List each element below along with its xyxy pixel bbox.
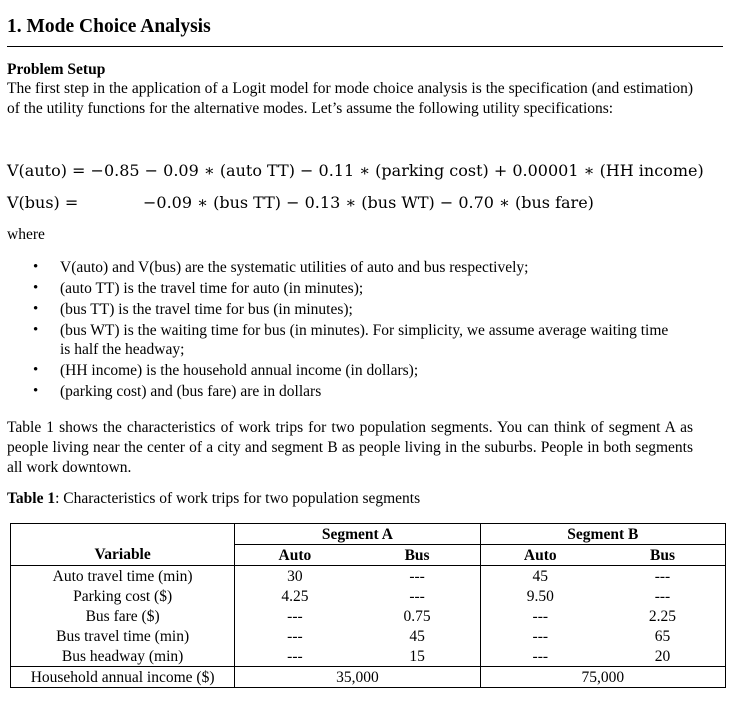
table-row — [11, 626, 726, 646]
cell-b-auto: --- — [532, 647, 549, 665]
variable-column-header: Variable — [11, 545, 235, 566]
table-row-income — [11, 667, 726, 688]
problem-setup-heading: Problem Setup — [7, 61, 106, 78]
row-label: Bus travel time (min) — [11, 626, 235, 646]
row-label: Parking cost ($) — [11, 586, 235, 606]
cell-a-bus: 15 — [355, 646, 481, 667]
cell-a-bus: 0.75 — [355, 606, 481, 626]
bullet-icon: • — [33, 383, 39, 399]
cell-a-auto: 30 — [235, 566, 355, 587]
row-label: Household annual income ($) — [11, 667, 235, 688]
segment-b-bus-header: Bus — [600, 545, 726, 566]
list-item — [7, 279, 677, 298]
cell-b-auto: 45 — [480, 566, 600, 587]
segment-b-header: Segment B — [480, 524, 725, 545]
list-item-text: (auto TT) is the travel time for auto (in minutes); — [60, 280, 364, 297]
table-header-columns — [11, 545, 726, 566]
list-item — [7, 300, 677, 319]
cell-a-bus: --- — [355, 586, 481, 606]
table-caption — [7, 490, 420, 508]
bullet-icon: • — [33, 322, 39, 338]
cell-b-auto: --- — [532, 627, 549, 645]
cell-b-bus: 65 — [600, 626, 726, 646]
bullet-icon: • — [33, 280, 39, 296]
table-row — [11, 646, 726, 667]
equation-bus-rhs: −0.09 ∗ (bus TT) − 0.13 ∗ (bus WT) − 0.70 ∗ (bus fare) — [143, 193, 594, 212]
segment-a-header: Segment A — [235, 524, 480, 545]
table-row — [11, 566, 726, 587]
cell-b-auto: --- — [532, 607, 549, 625]
segment-b-auto-header: Auto — [523, 546, 557, 564]
list-item — [7, 382, 677, 401]
cell-a-auto: --- — [287, 627, 303, 645]
table-header-segments — [11, 524, 726, 545]
equation-auto-lhs: V(auto) = — [7, 161, 86, 180]
cell-b-bus: --- — [600, 566, 726, 587]
list-item-text: (bus WT) is the waiting time for bus (in minutes). For simplicity, we assume average waiting time is half the headway; — [60, 322, 669, 358]
cell-b-auto: 9.50 — [526, 587, 554, 605]
list-item-text: (bus TT) is the travel time for bus (in minutes); — [60, 301, 353, 318]
cell-a-auto: 4.25 — [281, 587, 309, 605]
row-label: Bus fare ($) — [11, 606, 235, 626]
bullet-icon: • — [33, 362, 39, 378]
list-item — [7, 258, 677, 277]
bullet-icon: • — [33, 301, 39, 317]
cell-b-bus: 20 — [600, 646, 726, 667]
list-item — [7, 321, 677, 359]
cell-b-bus: 2.25 — [600, 606, 726, 626]
cell-a-bus: 45 — [355, 626, 481, 646]
cell-b-income: 75,000 — [480, 667, 725, 688]
section-title: 1. Mode Choice Analysis — [7, 16, 211, 37]
equation-auto — [7, 161, 704, 180]
title-rule — [7, 46, 723, 47]
table-caption-label: Table 1 — [7, 490, 56, 507]
cell-a-auto: --- — [287, 647, 303, 665]
cell-b-bus: --- — [600, 586, 726, 606]
list-item-text: V(auto) and V(bus) are the systematic utilities of auto and bus respectively; — [60, 259, 529, 276]
table-caption-text: : Characteristics of work trips for two population segments — [55, 490, 421, 507]
row-label: Bus headway (min) — [11, 646, 235, 667]
table-intro-paragraph: Table 1 shows the characteristics of work trips for two population segments. You can think of segment A as people living near the center of a city and segment B as people living in the suburbs. People in both segments all work downtown. — [7, 419, 693, 476]
definitions-list — [7, 258, 677, 403]
cell-a-auto: --- — [287, 607, 303, 625]
list-item-text: (parking cost) and (bus fare) are in dollars — [60, 383, 322, 400]
segment-a-auto-header: Auto — [278, 546, 312, 564]
equation-auto-rhs: −0.85 − 0.09 ∗ (auto TT) − 0.11 ∗ (parking cost) + 0.00001 ∗ (HH income) — [90, 161, 704, 180]
segment-a-bus-header: Bus — [355, 545, 481, 566]
table-row — [11, 586, 726, 606]
cell-a-bus: --- — [355, 566, 481, 587]
list-item — [7, 361, 677, 380]
cell-a-income: 35,000 — [235, 667, 480, 688]
equation-bus — [7, 193, 594, 212]
where-label: where — [7, 226, 45, 243]
list-item-text: (HH income) is the household annual income (in dollars); — [60, 362, 419, 379]
trip-characteristics-table — [10, 523, 726, 688]
table-row — [11, 606, 726, 626]
row-label: Auto travel time (min) — [11, 566, 235, 587]
problem-setup-paragraph: The first step in the application of a Logit model for mode choice analysis is the specification (and estimation) of the utility functions for the alternative modes. Let’s assume the following utility specifications: — [7, 80, 693, 117]
equation-bus-lhs: V(bus) = — [7, 193, 79, 212]
bullet-icon: • — [33, 259, 39, 275]
